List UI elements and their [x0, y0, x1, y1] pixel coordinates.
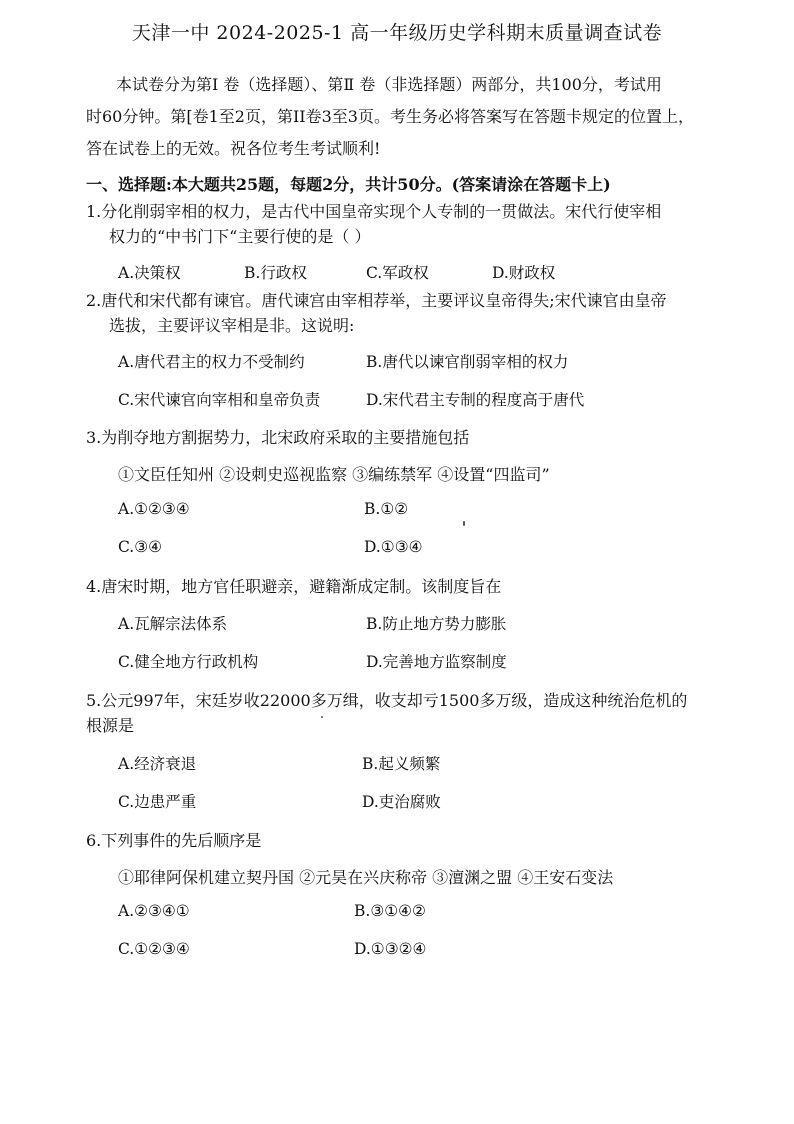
- question-3-option-d: D.①③④: [364, 538, 423, 556]
- question-1-stem: 1.分化削弱宰相的权力，是古代中国皇帝实现个人专制的一贯做法。宋代行使宰相: [86, 202, 662, 221]
- question-6-option-c: C.①②③④: [118, 940, 190, 958]
- question-6-items: ①耶律阿保机建立契丹国 ②元昊在兴庆称帝 ③澶渊之盟 ④王安石变法: [118, 868, 614, 887]
- scan-speck: [463, 521, 465, 526]
- question-1-stem-cont: 权力的“中书门下“主要行使的是（ ）: [109, 227, 371, 246]
- question-5-option-b: B.起义频繁: [362, 755, 441, 773]
- question-4-option-b: B.防止地方势力膨胀: [366, 615, 507, 633]
- question-5-option-c: C.边患严重: [118, 793, 197, 811]
- question-2-option-d: D.宋代君主专制的程度高于唐代: [366, 391, 585, 409]
- question-5-stem: 5.公元997年，宋廷岁收22000多万缉，收支却亏1500多万级，造成这种统治危机的: [86, 691, 688, 710]
- question-2-option-b: B.唐代以谏官削弱宰相的权力: [366, 353, 569, 371]
- section-heading: 一、选择题:本大题共25题，每题2分，共计50分。(答案请涂在答题卡上): [86, 175, 611, 194]
- question-6-option-a: A.②③④①: [118, 902, 190, 920]
- question-3-option-b: B.①②: [364, 500, 409, 518]
- question-2-option-a: A.唐代君主的权力不受制约: [118, 353, 305, 371]
- question-4-option-d: D.完善地方监察制度: [366, 653, 507, 671]
- question-1-option-d: D.财政权: [492, 264, 556, 282]
- question-4-stem: 4.唐宋时期，地方官任职避亲，避籍渐成定制。该制度旨在: [86, 577, 502, 596]
- question-3-option-a: A.①②③④: [118, 500, 190, 518]
- page-title: 天津一中 2024-2025-1 高一年级历史学科期末质量调查试卷: [131, 22, 663, 44]
- question-6-option-d: D.①③②④: [354, 940, 427, 958]
- question-6-stem: 6.下列事件的先后顺序是: [86, 831, 262, 850]
- question-6-option-b: B.③①④②: [354, 902, 426, 920]
- question-5-stem-cont: 根源是: [86, 716, 135, 735]
- question-4-option-a: A.瓦解宗法体系: [118, 615, 228, 633]
- question-3-option-c: C.③④: [118, 538, 163, 556]
- question-3-stem: 3.为削夺地方割据势力，北宋政府采取的主要措施包括: [86, 428, 470, 447]
- question-4-option-c: C.健全地方行政机构: [118, 653, 259, 671]
- question-5-option-d: D.吏治腐败: [362, 793, 441, 811]
- question-2-stem-cont: 选拔，主要评议宰相是非。这说明:: [109, 316, 355, 335]
- question-1-option-b: B.行政权: [244, 264, 307, 282]
- scan-speck: [321, 716, 323, 718]
- question-1-option-c: C.军政权: [366, 264, 429, 282]
- question-2-option-c: C.宋代谏官向宰相和皇帝负责: [118, 391, 321, 409]
- intro-line-1: 本试卷分为第Ⅰ 卷（选择题）、第Ⅱ 卷（非选择题）两部分，共100分，考试用: [116, 75, 662, 94]
- question-1-option-a: A.决策权: [118, 264, 181, 282]
- question-5-option-a: A.经济衰退: [118, 755, 197, 773]
- intro-line-3: 答在试卷上的无效。祝各位考生考试顺利!: [86, 139, 381, 158]
- intro-line-2: 时60分钟。第[卷1至2页，第II卷3至3页。考生务必将答案写在答题卡规定的位置上，: [86, 107, 694, 126]
- question-3-items: ①文臣任知州 ②设刺史巡视监察 ③编练禁军 ④设置“四监司”: [118, 465, 550, 484]
- question-2-stem: 2.唐代和宋代都有谏官。唐代谏宫由宰相荐举，主要评议皇帝得失;宋代谏官由皇帝: [86, 291, 667, 310]
